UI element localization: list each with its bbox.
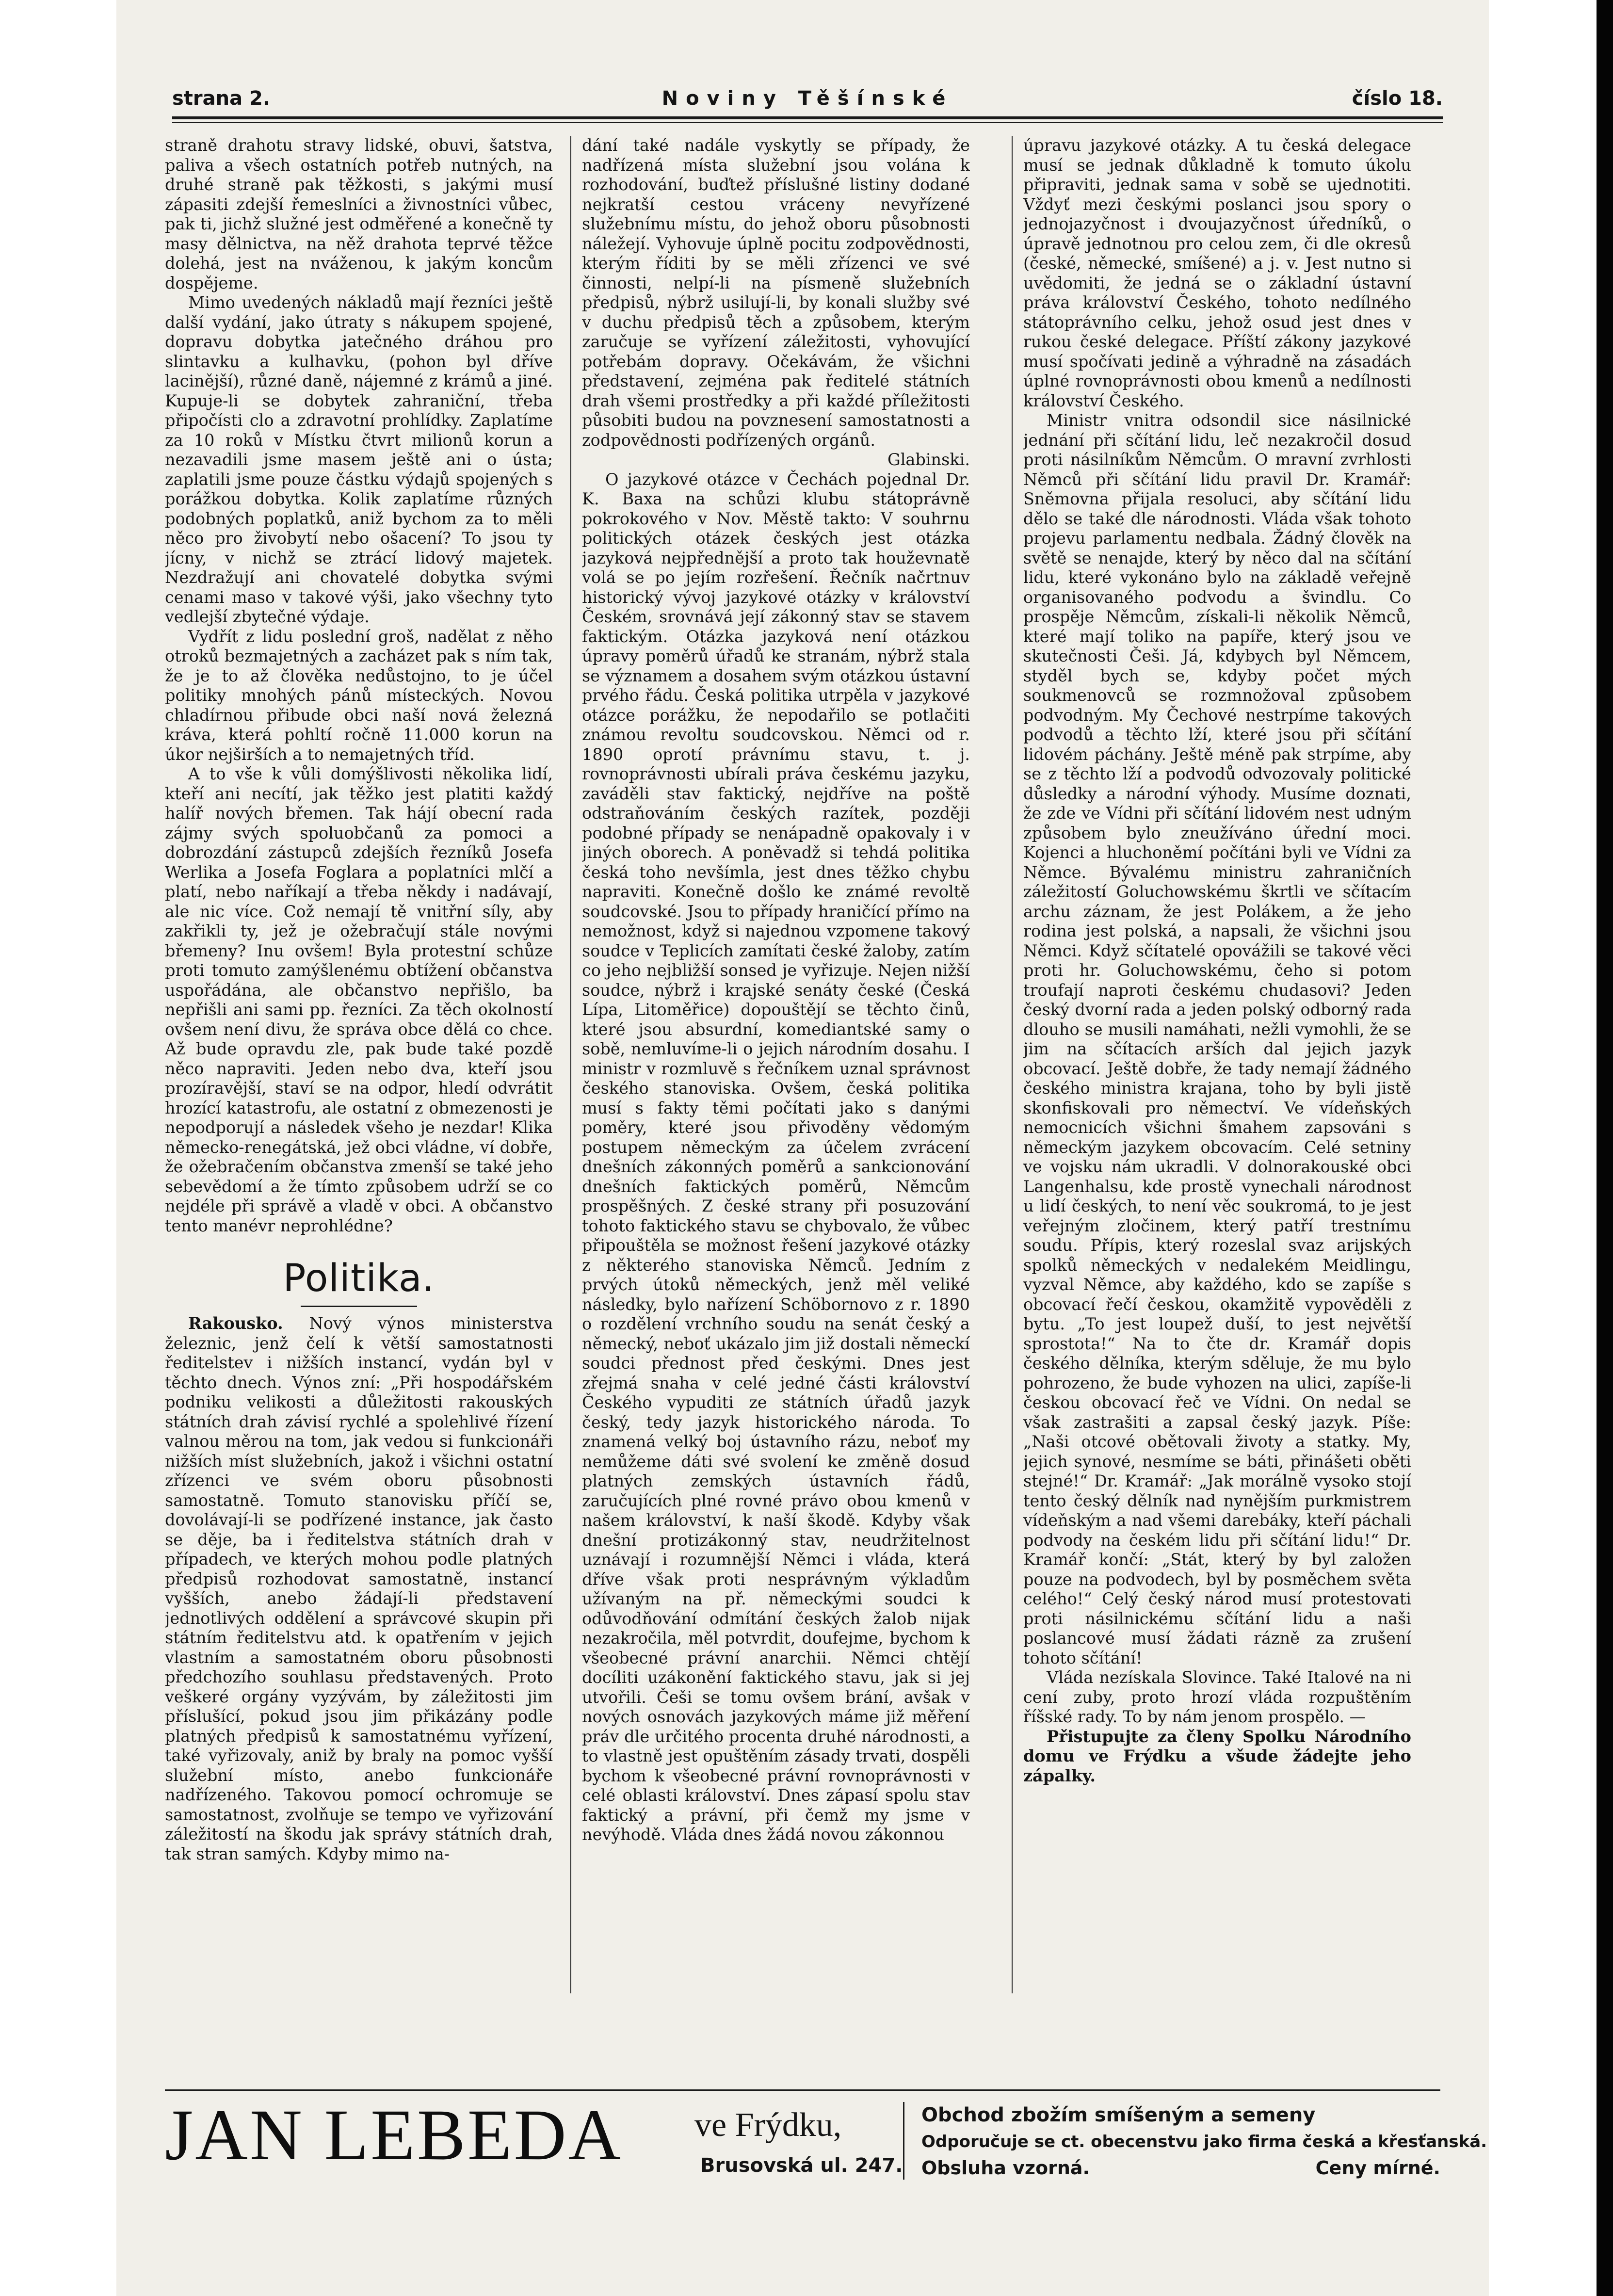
advert-divider xyxy=(903,2102,904,2180)
column-2 xyxy=(582,136,970,1993)
column-divider xyxy=(1012,136,1013,1993)
advert-line-recommend: Odporučuje se ct. obecenstvu jako firma česká a křesťanská. xyxy=(921,2132,1487,2151)
advert-rule xyxy=(165,2089,1440,2091)
advert-name: JAN LEBEDA xyxy=(165,2095,623,2175)
paragraph-politics xyxy=(165,1314,553,1864)
paragraph: Vydřít z lidu poslední groš, nadělat z něho otroků bezmajetných a zacházet pak s ním tak, že je to až člověka nedůstojno, to je účel politiky mnohých pánů místeckých. Novou chladírnou přibude obci naší nová železná kráva, která pohltí ročně 11.000 korun na úkor nejširších a to nemajetných tříd. xyxy=(165,627,553,764)
paragraph: A to vše k vůli domýšlivosti několika lidí, kteří ani necítí, jak těžko jest platiti každý halíř nových břemen. Tak hájí obecní rada zájmy svých spoluobčanů za pomoci a dobrozdání zástupců zdejších řezníků Josefa Werlika a Josefa Foglara a poplatníci mlčí a platí, nebo naříkají a třeba někdy i nadávají, ale nic více. Což nemají tě vnitřní síly, aby zakřikli ty, jež je ožebračují stále novými břemeny? Inu ovšem! Byla protestní schůze proti tomuto zamýšlenému obtížení občanstva uspořádána, ale občanstvo nepřišlo, ba nepřišli ani sami pp. řezníci. Za těch okolností ovšem není divu, že správa obce dělá co chce. Až bude opravdu zle, pak bude také pozdě něco napraviti. Jeden nebo dva, kteří jsou prozíravější, staví se na odpor, hledí odvrátit hrozící katastrofu, ale ostatní z obmezenosti je nepodporují a následek všeho je nezdar! Klika německo-renegátská, jež obci vládne, ví dobře, že ožebračením občanstva zmenší se také jeho sebevědomí a že tímto způsobem udrží se co nejdéle při správě a vladě v obci. A občanstvo tento manévr neprohlédne? xyxy=(165,764,553,1235)
signature: Glabinski. xyxy=(887,450,970,469)
paragraph: Mimo uvedených nákladů mají řezníci ještě další vydání, jako útraty s nákupem spojené, dopravu dobytka jatečného dráhou pro slintavku a kulhavku, (pohon byl dříve lacinější), různé daně, nájemné z krámů a jiné. Kupuje-li se dobytek zahraniční, třeba připočísti clo a zdravotní prohlídky. Zaplatíme za 10 roků v Místku čtvrt milionů korun a nezavadili jsme masem ještě ani o ústa; zaplatili jsme pouze částku výdajů spojených s porážkou dobytka. Kolik zaplatíme různých podobných poplatků, aniž bychom za to měli něco pro živobytí nebo ošacení? To jsou ty jícny, v nichž se ztrácí lidový majetek. Nezdražují ani chovatelé dobytka svými cenami maso v takové výši, jako všechny tyto vedlejší zbytečné výdaje. xyxy=(165,293,553,626)
column-3 xyxy=(1023,136,1411,1993)
scan-margin-left xyxy=(0,0,116,2296)
header-rule xyxy=(172,116,1443,119)
section-title-underline xyxy=(301,1306,417,1307)
advert-line-service xyxy=(921,2154,1440,2182)
paragraph: Vláda nezískala Slovince. Také Italové na ni cení zuby, proto hrozí vláda rozpuštěním říšské rady. To by nám jenom prospělo. — xyxy=(1023,1668,1411,1726)
masthead-title: Noviny Těšínské xyxy=(661,87,953,110)
advert-text xyxy=(921,2101,1487,2182)
paragraph: Ministr vnitra odsondil sice násilnické jednání při sčítání lidu, leč nezakročil dosud proti násilníkům Němcům. O mravní zvrhlosti Němců při sčítání lidu pravil Dr. Kramář: Sněmovna přijala resoluci, aby sčítání lidu dělo se také dle národnosti. Vláda však tohoto projevu parlamentu nedbala. Žádný člověk na světě se nenajde, který by něco dal na sčítání lidu, které vykonáno bylo na základě veřejně organisovaného podvodu a švindlu. Co prospěje Němcům, získali-li několik Němců, které mají toliko na papíře, který jsou ve skutečnosti Češi. Já, kdybych byl Němcem, styděl bych se, kdyby počet mých soukmenovců se rozmnožoval způsobem podvodným. My Čechové nestrpíme takových podvodů a těchto lží, které jsou při sčítání lidovém páchány. Ještě méně pak strpíme, aby se z těchto lží a podvodů odvozovaly politické důsledky a národní výhody. Musíme doznati, že zde ve Vídni při sčítání lidovém nest udným způsobem bylo zneužíváno úřední moci. Kojenci a hluchoněmí počítáni byli ve Vídni za Němce. Bývalému ministru zahraničních záležitostí Goluchowskému škrtli ve sčítacím archu záznam, že jest Polákem, a že jeho rodina jest polská, a napsali, že všichni jsou Němci. Když sčítatelé opovážili se takové věci proti hr. Goluchowskému, čeho si potom troufají naproti českému chudasovi? Jeden český dvorní rada a jeden polský odborný rada dlouho se musili namáhati, nežli vymohli, že se jim na sčítacích arších dal jejich jazyk obcovací. Ještě dobře, že tady nemají žádného českého ministra krajana, toho by byli jistě skonfiskovali pro němectví. Ve vídeňských nemocnicích všichni šmahem zapsováni s německým jazykem obcovacím. Celé setniny ve vojsku nám ukradli. V dolnorakouské obci Langenhalsu, kde prostě vynechali národnost u lidí českých, to není věc soukromá, to je jest veřejným zločinem, který patří trestnímu soudu. Přípis, který rozeslal svaz arijských spolků německých v nedalekém Meidlingu, vyzval Němce, aby každého, kdo se zapíše s obcovací řečí českou, okamžitě vypověděli z bytu. „To jest loupež duší, to jest největší sprostota!“ Na to čte dr. Kramář dopis českého dělníka, kterým sděluje, že mu bylo pohrozeno, že bude vyhozen na ulici, zapíše-li českou obcovací řeč ve Vídni. On nedal se však zastrašiti a zapsal český jazyk. Píše: „Naši otcové obětovali životy a statky. My, jejich synové, nesmíme se báti, přinášeti oběti stejné!“ Dr. Kramář: „Jak morálně vysoko stojí tento český dělník nad nynějším purkmistrem vídeňským a nad všemi darebáky, kteří páchali podvody na českém lidu při sčítání lidu!“ Dr. Kramář končí: „Stát, který by byl založen pouze na podvodech, byl by posměchem světa celého!“ Celý český národ musí protestovati proti násilnickému sčítání lidu a naši poslancové musí žádati rázně za zrušení tohoto sčítání! xyxy=(1023,411,1411,1667)
paragraph: úpravu jazykové otázky. A tu česká delegace musí se jednak důkladně k tomuto úkolu připraviti, jednak sama v sobě se ujednotiti. Vždyť mezi českými poslanci jsou spory o jednojazyčnost i dvoujazyčnost úředníků, o úpravě jednotnou pro celou zem, či dle okresů (české, německé, smíšené) a j. v. Jest nutno si uvědomiti, že jedná se o základní ústavní práva království Českého, tohoto nedílného státoprávního celku, jehož osud jest dnes v rukou české delegace. Příští zákony jazykové musí spočívati jedině a výhradně na zásadách úplné rovnoprávnosti obou kmenů a nedílnosti království Českého. xyxy=(1023,136,1411,410)
notice: Přistupujte za členy Spolku Národního domu ve Frýdku a všude žádejte jeho zápalky. xyxy=(1023,1727,1411,1785)
paragraph-lead: Rakousko. xyxy=(188,1314,283,1333)
header-rule-thin xyxy=(172,122,1443,123)
page-number: strana 2. xyxy=(172,87,271,110)
paragraph: straně drahotu stravy lidské, obuvi, šatstva, paliva a všech ostatních potřeb nutných, na druhé straně pak těžkosti, s jakými musí zápasiti zdejší řemeslníci a živnostníci vůbec, pak ti, jichž služné jest odměřené a konečně ty masy dělnictva, na něž drahota teprvé těžce dolehá, jest na nváženou, k jakým koncům dospějeme. xyxy=(165,136,553,292)
advert-prices: Ceny mírné. xyxy=(1315,2157,1440,2179)
paragraph: O jazykové otázce v Čechách pojednal Dr. K. Baxa na schůzi klubu státoprávně pokrokového v Nov. Městě takto: V souhrnu politických otázek českých jest otázka jazyková nejpřednější a proto tak houževnatě volá se po jejím rozřešení. Řečník načrtnuv historický vývoj jazykové otázky v království Českém, srovnává její zákonný stav se stavem faktickým. Otázka jazyková není otázkou úpravy poměrů úřadů ke stranám, nýbrž stala se významem a dosahem svým otázkou ústavní prvého řádu. Česká politika utrpěla v jazykové otázce porážku, že nepodařilo se potlačiti známou revoltu soudcovskou. Němci od r. 1890 oprotí právnímu stavu, t. j. rovnoprávnosti ubírali práva českému jazyku, zaváděli stav faktický, nejdříve na poště odstraňováním českých razítek, později podobné případy se nenápadně opakovaly i v jiných oborech. A poněvadž si tehdá politika česká toho nevšímla, jest dnes těžko chybu napraviti. Konečně došlo ke známé revoltě soudcovské. Jsou to případy hraničící přímo na nemožnost, když si najednou vzpomene takový soudce v Teplicích zamítati české žaloby, zatím co jeho nejbližší sonsed je vyřizuje. Nejen nižší soudce, nýbrž i krajské senáty české (Česká Lípa, Litoměřice) dopouštějí se těchto činů, které jsou absurdní, komediantské samy o sobě, nemluvíme-li o jejich národním dosahu. I ministr v rozmluvě s řečníkem uznal správnost českého stanoviska. Ovšem, česká politika musí s fakty těmi počítati jako s danými poměry, které jsou přivoděny vědomým postupem německým za účelem zvrácení dnešních zákonných poměrů a sankcionování dnešních faktických poměrů, Němcům prospěšných. Z české strany při posuzování tohoto faktického stavu se chybovalo, že vůbec připouštěla se možnost řešení jazykové otázky z některého stanoviska Němců. Jedním z prvých útoků německých, jenž měl veliké následky, bylo nařízení Schöbornovo z r. 1890 o rozdělení vrchního soudu na senát český a německý, neboť ukázalo jim již dostali německí soudci přednost před českými. Dnes jest zřejmá snaha v celé jedné části království Českého vypuditi ze státních úřadů jazyk český, tedy jazyk historického národa. To znamená velký boj ústavního rázu, neboť my nemůžeme dáti své svolení ke změně dosud platných zemských ústavních řádů, zaručujících plné rovné právo obou kmenů v našem království, k naší škodě. Kdyby však dnešní protizákonný stav, neudržitelnost uznávají i rozumnější Němci i vláda, která dříve však proti nesprávným výkladům užívaným na př. německými soudci k odůvodňování odmítání českých žalob nijak nezakročila, měl potvrdit, doufejme, bychom k všeobecné právní anarchii. Němci chtějí docíliti uzákonění faktického stavu, jak si jej utvořili. Češi se tomu ovšem brání, avšak v nových osnovách jazykových máme již měření práv dle určitého procenta druhé národnosti, a to vlastně jest opuštěním zásady trvati, dospěli bychom k všeobecné právní rovnoprávnosti v celé oblasti království. Dnes zápasí spolu stav faktický a právní, při čemž my jsme v nevýhodě. Vláda dnes žádá novou zákonnou xyxy=(582,469,970,1844)
column-1 xyxy=(165,136,553,1989)
advert-place: ve Frýdku, xyxy=(694,2106,842,2144)
advert-address: Brusovská ul. 247. xyxy=(700,2154,903,2177)
issue-number: číslo 18. xyxy=(1352,87,1443,110)
column-divider xyxy=(570,136,571,1993)
scan-edge-bar xyxy=(1597,0,1613,2296)
advertisement xyxy=(165,2093,1487,2190)
scan-margin-right xyxy=(1489,0,1613,2296)
paragraph-text: Nový výnos ministerstva železnic, jenž čelí k větší samostatnosti ředitelstev i nižších instancí, vydán byl v těchto dnech. Výnos zní: „Při hospodářském podniku velikosti a důležitosti rakouských státních drah závisí rychlé a spolehlivé řízení valnou měrou na tom, jak vedou si funkcionáři nižších míst služebních, jakož i všichni ostatní zřízenci ve svém oboru působnosti samostatně. Tomuto stanovisku příčí se, dovolávají-li se podřízené instance, jak často se děje, ba i ředitelstva státních drah v případech, ve kterých mohou podle platných předpisů rozhodovat samostatně, instancí vyšších, anebo žádají-li představení jednotlivých oddělení a správcové skupin při státním ředitelstvu atd. k opatřením v jejich vlastním a samostatném oboru působnosti předchozího souhlasu představených. Proto veškeré orgány vyzývám, by záležitosti jim příslušící, pokud jsou jim přikázány podle platných předpisů k samostatnému vyřízení, také vyřizovaly, aniž by braly na pomoc vyšší služební místo, anebo funkcionáře nadřízeného. Takovou pomocí ochromuje se samostatnost, zvolňuje se tempo ve vyřizování záležitostí na škodu jak správy státních drah, tak stran samých. Kdyby mimo na- xyxy=(165,1314,553,1863)
section-title-politics: Politika. xyxy=(283,1257,435,1300)
advert-line-shop: Obchod zbožím smíšeným a semeny xyxy=(921,2104,1316,2126)
paragraph: dání také nadále vyskytly se případy, že nadřízená místa služební jsou volána k rozhodování, buďtež příslušné listiny dodané nejkratší cestou vráceny nevyřízené služebnímu místu, do jehož oboru působnosti náležejí. Vyhovuje úplně pocitu zodpovědnosti, kterým říditi by se měli zřízenci ve své činnosti, nelpí-li na písmeně služebních předpisů, nýbrž usilují-li, by konali služby své v duchu předpisů těch a způsobem, kterým zaručuje se vyřízení záležitosti, vyhovující potřebám dopravy. Očekávám, že všichni představení, zejména pak ředitelé státních drah všemi prostředky a při každé příležitosti působiti budou na povznesení samostatnosti a zodpovědnosti podřízených orgánů. xyxy=(582,136,970,450)
advert-service: Obsluha vzorná. xyxy=(921,2157,1090,2179)
